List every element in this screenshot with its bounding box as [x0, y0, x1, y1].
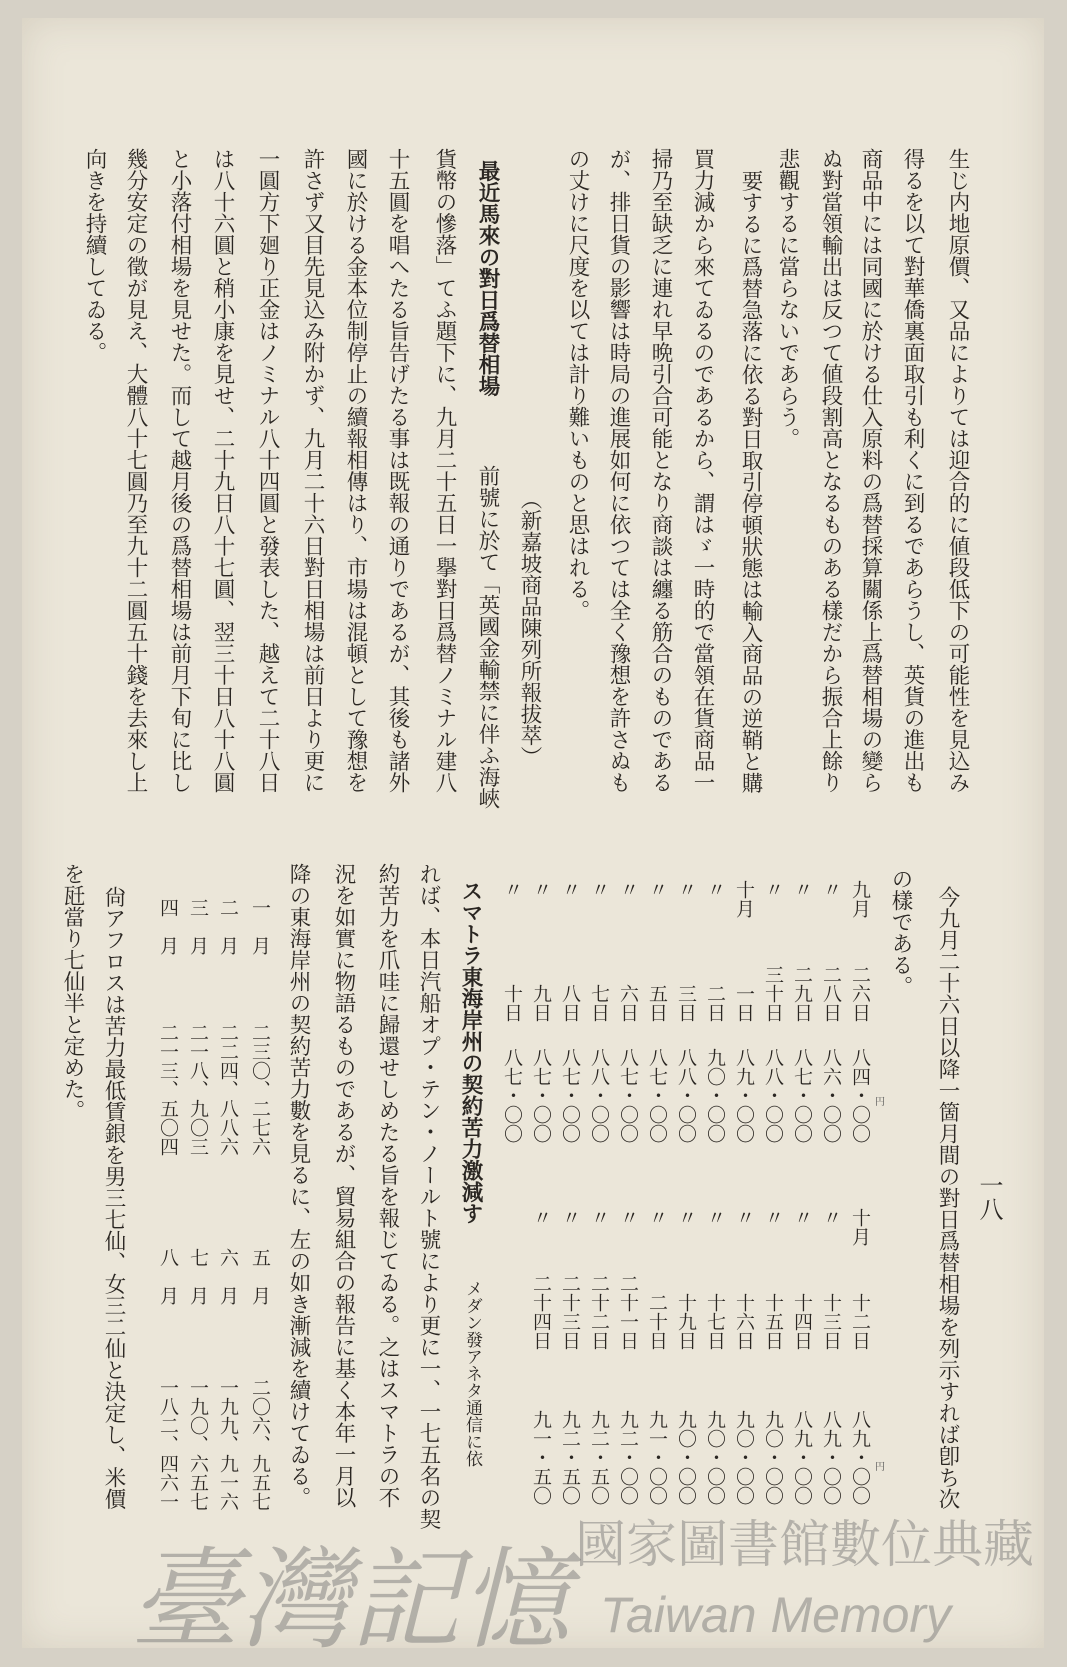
month-label: 〃 — [617, 880, 639, 899]
date-cell — [499, 880, 525, 1022]
source-citation: （新嘉坡商品陳列所報拔萃） — [517, 488, 542, 768]
day-label: 三十日 — [762, 965, 784, 1022]
date-cell — [702, 1208, 728, 1350]
date-cell — [789, 880, 815, 1022]
text-line: 掃乃至缺乏に連れ早晩引合可能となり商談は纏る筋合のものである — [648, 148, 673, 793]
date-cell — [673, 880, 699, 1022]
month-label: 〃 — [588, 880, 610, 899]
day-label: 十五日 — [762, 1293, 784, 1350]
month-label: 〃 — [559, 1208, 581, 1227]
month-label: 五 月 — [249, 1248, 271, 1305]
month-label: 〃 — [559, 880, 581, 899]
date-cell — [731, 880, 757, 1022]
day-label: 二十二日 — [588, 1274, 610, 1350]
watermark-institution: 國家圖書館數位典藏 — [575, 1516, 1035, 1575]
rate-value: 八九・〇〇 — [820, 1410, 842, 1505]
watermark-english: Taiwan Memory — [600, 1587, 952, 1643]
text-line: 國に於ける金本位制停止の續報相傳はり、市場は混頓として豫想を — [343, 148, 368, 793]
text-line: ぬ對當領輸出は反つて値段割高となるものある樣だから振合上餘り — [818, 148, 843, 793]
month-label: 二 月 — [217, 898, 239, 955]
month-label: 〃 — [530, 1208, 552, 1227]
date-cell — [847, 880, 873, 1022]
rate-value: 九二・五〇 — [559, 1410, 581, 1505]
month-label: 〃 — [733, 1208, 755, 1227]
month-label: 八 月 — [157, 1248, 179, 1305]
month-label: 〃 — [675, 1208, 697, 1227]
day-label: 十四日 — [791, 1293, 813, 1350]
rate-value: 八八・〇〇 — [675, 1048, 697, 1143]
rate-value: 八九・〇〇 — [849, 1410, 871, 1505]
text-line: が、排日貨の影響は時局の進展如何に依つては全く豫想を許さぬも — [606, 148, 631, 793]
month-label: 〃 — [820, 880, 842, 899]
text-line: 前號に於て「英國金輸禁に伴ふ海峽 — [475, 465, 500, 809]
day-label: 九日 — [530, 984, 552, 1022]
month-label: 十月 — [733, 880, 755, 918]
day-label: 二十三日 — [559, 1274, 581, 1350]
rate-value: 九二・五〇 — [588, 1410, 610, 1505]
rate-value: 九〇・〇〇 — [704, 1048, 726, 1143]
date-cell — [818, 880, 844, 1022]
date-cell — [557, 1208, 583, 1350]
day-label: 二九日 — [791, 965, 813, 1022]
rate-value: 八九・〇〇 — [733, 1048, 755, 1143]
day-label: 八日 — [559, 984, 581, 1022]
month-label: 四 月 — [157, 898, 179, 955]
labourer-count: 二一三、五〇四 — [157, 1023, 179, 1156]
rate-value: 九二・〇〇 — [617, 1410, 639, 1505]
rate-value: 八七・〇〇 — [530, 1048, 552, 1143]
day-label: 三日 — [675, 984, 697, 1022]
labourer-count: 二二四、八八六 — [217, 1023, 239, 1156]
text-line: 買力減から來てゐるのであるから、謂はゞ一時的で當領在貨商品一 — [690, 148, 715, 793]
text-line: 一圓方下廻り正金はノミナル八十四圓と發表した、越えて二十八日 — [255, 148, 280, 793]
date-cell — [615, 880, 641, 1022]
month-label: 〃 — [704, 880, 726, 899]
rate-value: 八七・〇〇 — [646, 1048, 668, 1143]
date-cell — [847, 1208, 873, 1350]
text-line: と小落付相場を見せた。而して越月後の爲替相場は前月下旬に比し — [167, 148, 192, 793]
labourer-count: 一九九、九一六 — [217, 1378, 239, 1511]
rate-value: 九〇・〇〇 — [675, 1410, 697, 1505]
date-cell — [818, 1208, 844, 1350]
rate-value: 八八・〇〇 — [762, 1048, 784, 1143]
rate-value: 八九・〇〇 — [791, 1410, 813, 1505]
rate-value: 八七・〇〇 — [559, 1048, 581, 1143]
text-line: 貨幣の慘落」てふ題下に、九月二十五日一擧對日爲替ノミナル建八 — [432, 148, 457, 793]
month-label: 〃 — [588, 1208, 610, 1227]
rate-value: 八八・〇〇 — [588, 1048, 610, 1143]
rate-value: 九一・五〇 — [530, 1410, 552, 1505]
rate-value: 九一・〇〇 — [646, 1410, 668, 1505]
rate-value: 八四・〇〇 — [849, 1048, 871, 1143]
date-cell — [528, 880, 554, 1022]
text-line: 許さず又目先見込み附かず、九月二十六日對日相場は前日より更に — [300, 148, 325, 793]
day-label: 二日 — [704, 984, 726, 1022]
text-line: の樣である。 — [888, 868, 913, 997]
rate-value: 八七・〇〇 — [501, 1048, 523, 1143]
rate-value: 九〇・〇〇 — [704, 1410, 726, 1505]
day-label: 二六日 — [849, 965, 871, 1022]
month-label: 〃 — [820, 1208, 842, 1227]
text-line: 幾分安定の徵が見え、大體八十七圓乃至九十二圓五十錢を去來し上 — [123, 148, 148, 793]
text-line: 得るを以て對華僑裏面取引も利くに到るであらうし、英貨の進出も — [900, 148, 925, 793]
day-label: 二十日 — [646, 1293, 668, 1350]
date-cell — [557, 880, 583, 1022]
month-label: 六 月 — [217, 1248, 239, 1305]
rate-value: 八六・〇〇 — [820, 1048, 842, 1143]
month-label: 九月 — [849, 880, 871, 918]
month-label: 〃 — [791, 1208, 813, 1227]
day-label: 十日 — [501, 984, 523, 1022]
day-label: 六日 — [617, 984, 639, 1022]
text-line: 尙アフロスは苦力最低賃銀を男三七仙、女三二仙と決定し、米價 — [101, 886, 126, 1510]
day-label: 一日 — [733, 984, 755, 1022]
watermark-logo: 臺灣記憶 — [130, 1536, 570, 1664]
date-cell — [731, 1208, 757, 1350]
labourer-count: 一八二、四六一 — [157, 1378, 179, 1511]
date-cell — [760, 1208, 786, 1350]
month-label: 〃 — [762, 1208, 784, 1227]
page-number: 一八 — [975, 1173, 1003, 1221]
text-line: は八十六圓と稍小康を見せ、二十九日八十七圓、翌三十日八十八圓 — [210, 148, 235, 793]
month-label: 三 月 — [187, 898, 209, 955]
date-cell — [789, 1208, 815, 1350]
day-label: 二八日 — [820, 965, 842, 1022]
text-line: 要するに爲替急落に依る對日取引停頓狀態は輸入商品の逆鞘と購 — [738, 170, 763, 794]
date-cell — [586, 1208, 612, 1350]
date-cell — [615, 1208, 641, 1350]
month-label: 〃 — [530, 880, 552, 899]
day-label: 七日 — [588, 984, 610, 1022]
text-line: 況を如實に物語るものであるが、貿易組合の報告に基く本年一月以 — [331, 863, 356, 1508]
month-label: 七 月 — [187, 1248, 209, 1305]
month-label: 〃 — [704, 1208, 726, 1227]
labourer-count: 二一八、九〇三 — [187, 1023, 209, 1156]
day-label: 十七日 — [704, 1293, 726, 1350]
section-heading: スマトラ東海岸州の契約苦力激減す — [458, 880, 483, 1224]
date-cell — [528, 1208, 554, 1350]
rate-value: 八七・〇〇 — [617, 1048, 639, 1143]
text-line: 向きを持續してゐる。 — [82, 148, 107, 363]
day-label: 十三日 — [820, 1293, 842, 1350]
day-label: 五日 — [646, 984, 668, 1022]
labourer-count: 一九〇、六五七 — [187, 1378, 209, 1511]
text-line: 生じ内地原價、又品によりては迎合的に値段低下の可能性を見込み — [945, 148, 970, 793]
rate-value: 八七・〇〇 — [791, 1048, 813, 1143]
day-label: 十二日 — [849, 1293, 871, 1350]
month-label: 十月 — [849, 1208, 871, 1246]
day-label: 二十一日 — [617, 1274, 639, 1350]
text-line: 降の東海岸州の契約苦力數を見るに、左の如き漸減を續けてゐる。 — [286, 863, 311, 1508]
date-cell — [644, 880, 670, 1022]
text-line: 十五圓を唱へたる旨告げたる事は既報の通りであるが、其後も諸外 — [385, 148, 410, 793]
month-label: 〃 — [501, 880, 523, 899]
month-label: 〃 — [762, 880, 784, 899]
month-label: 〃 — [646, 1208, 668, 1227]
yen-unit-label: 円 — [875, 1097, 885, 1108]
day-label: 十九日 — [675, 1293, 697, 1350]
labourer-count: 二三〇、二七六 — [249, 1023, 271, 1156]
yen-unit-label: 円 — [875, 1462, 885, 1473]
date-cell — [702, 880, 728, 1022]
document-page — [22, 18, 1044, 1664]
byline: メダン發アネタ通信に依 — [462, 1280, 482, 1467]
date-cell — [644, 1208, 670, 1350]
section-heading: 最近馬來の對日爲替相場 — [475, 160, 500, 397]
text-line: の丈けに尺度を以ては計り難いものと思はれる。 — [565, 148, 590, 621]
day-label: 二十四日 — [530, 1274, 552, 1350]
date-cell — [673, 1208, 699, 1350]
text-line: 悲觀するに當らないであらう。 — [775, 148, 800, 449]
text-line: 今九月二十六日以降一箇月間の對日爲替相場を列示すれば卽ち次 — [935, 886, 960, 1510]
date-cell — [760, 880, 786, 1022]
rate-value: 九〇・〇〇 — [762, 1410, 784, 1505]
text-line: を瓩當り七仙半と定めた。 — [60, 863, 85, 1121]
month-label: 〃 — [617, 1208, 639, 1227]
month-label: 〃 — [646, 880, 668, 899]
labourer-count: 二〇六、九五七 — [249, 1378, 271, 1511]
month-label: 一 月 — [249, 898, 271, 955]
date-cell — [586, 880, 612, 1022]
day-label: 十六日 — [733, 1293, 755, 1350]
text-line: れば、本日汽船オプ・テン・ノールト號により更に一、一七五名の契 — [416, 863, 441, 1530]
rate-value: 九〇・〇〇 — [733, 1410, 755, 1505]
text-line: 約苦力を爪哇に歸還せしめたる旨を報じてゐる。之はスマトラの不 — [375, 863, 400, 1508]
text-line: 商品中には同國に於ける仕入原料の爲替採算關係上爲替相場の變ら — [858, 148, 883, 793]
month-label: 〃 — [675, 880, 697, 899]
month-label: 〃 — [791, 880, 813, 899]
